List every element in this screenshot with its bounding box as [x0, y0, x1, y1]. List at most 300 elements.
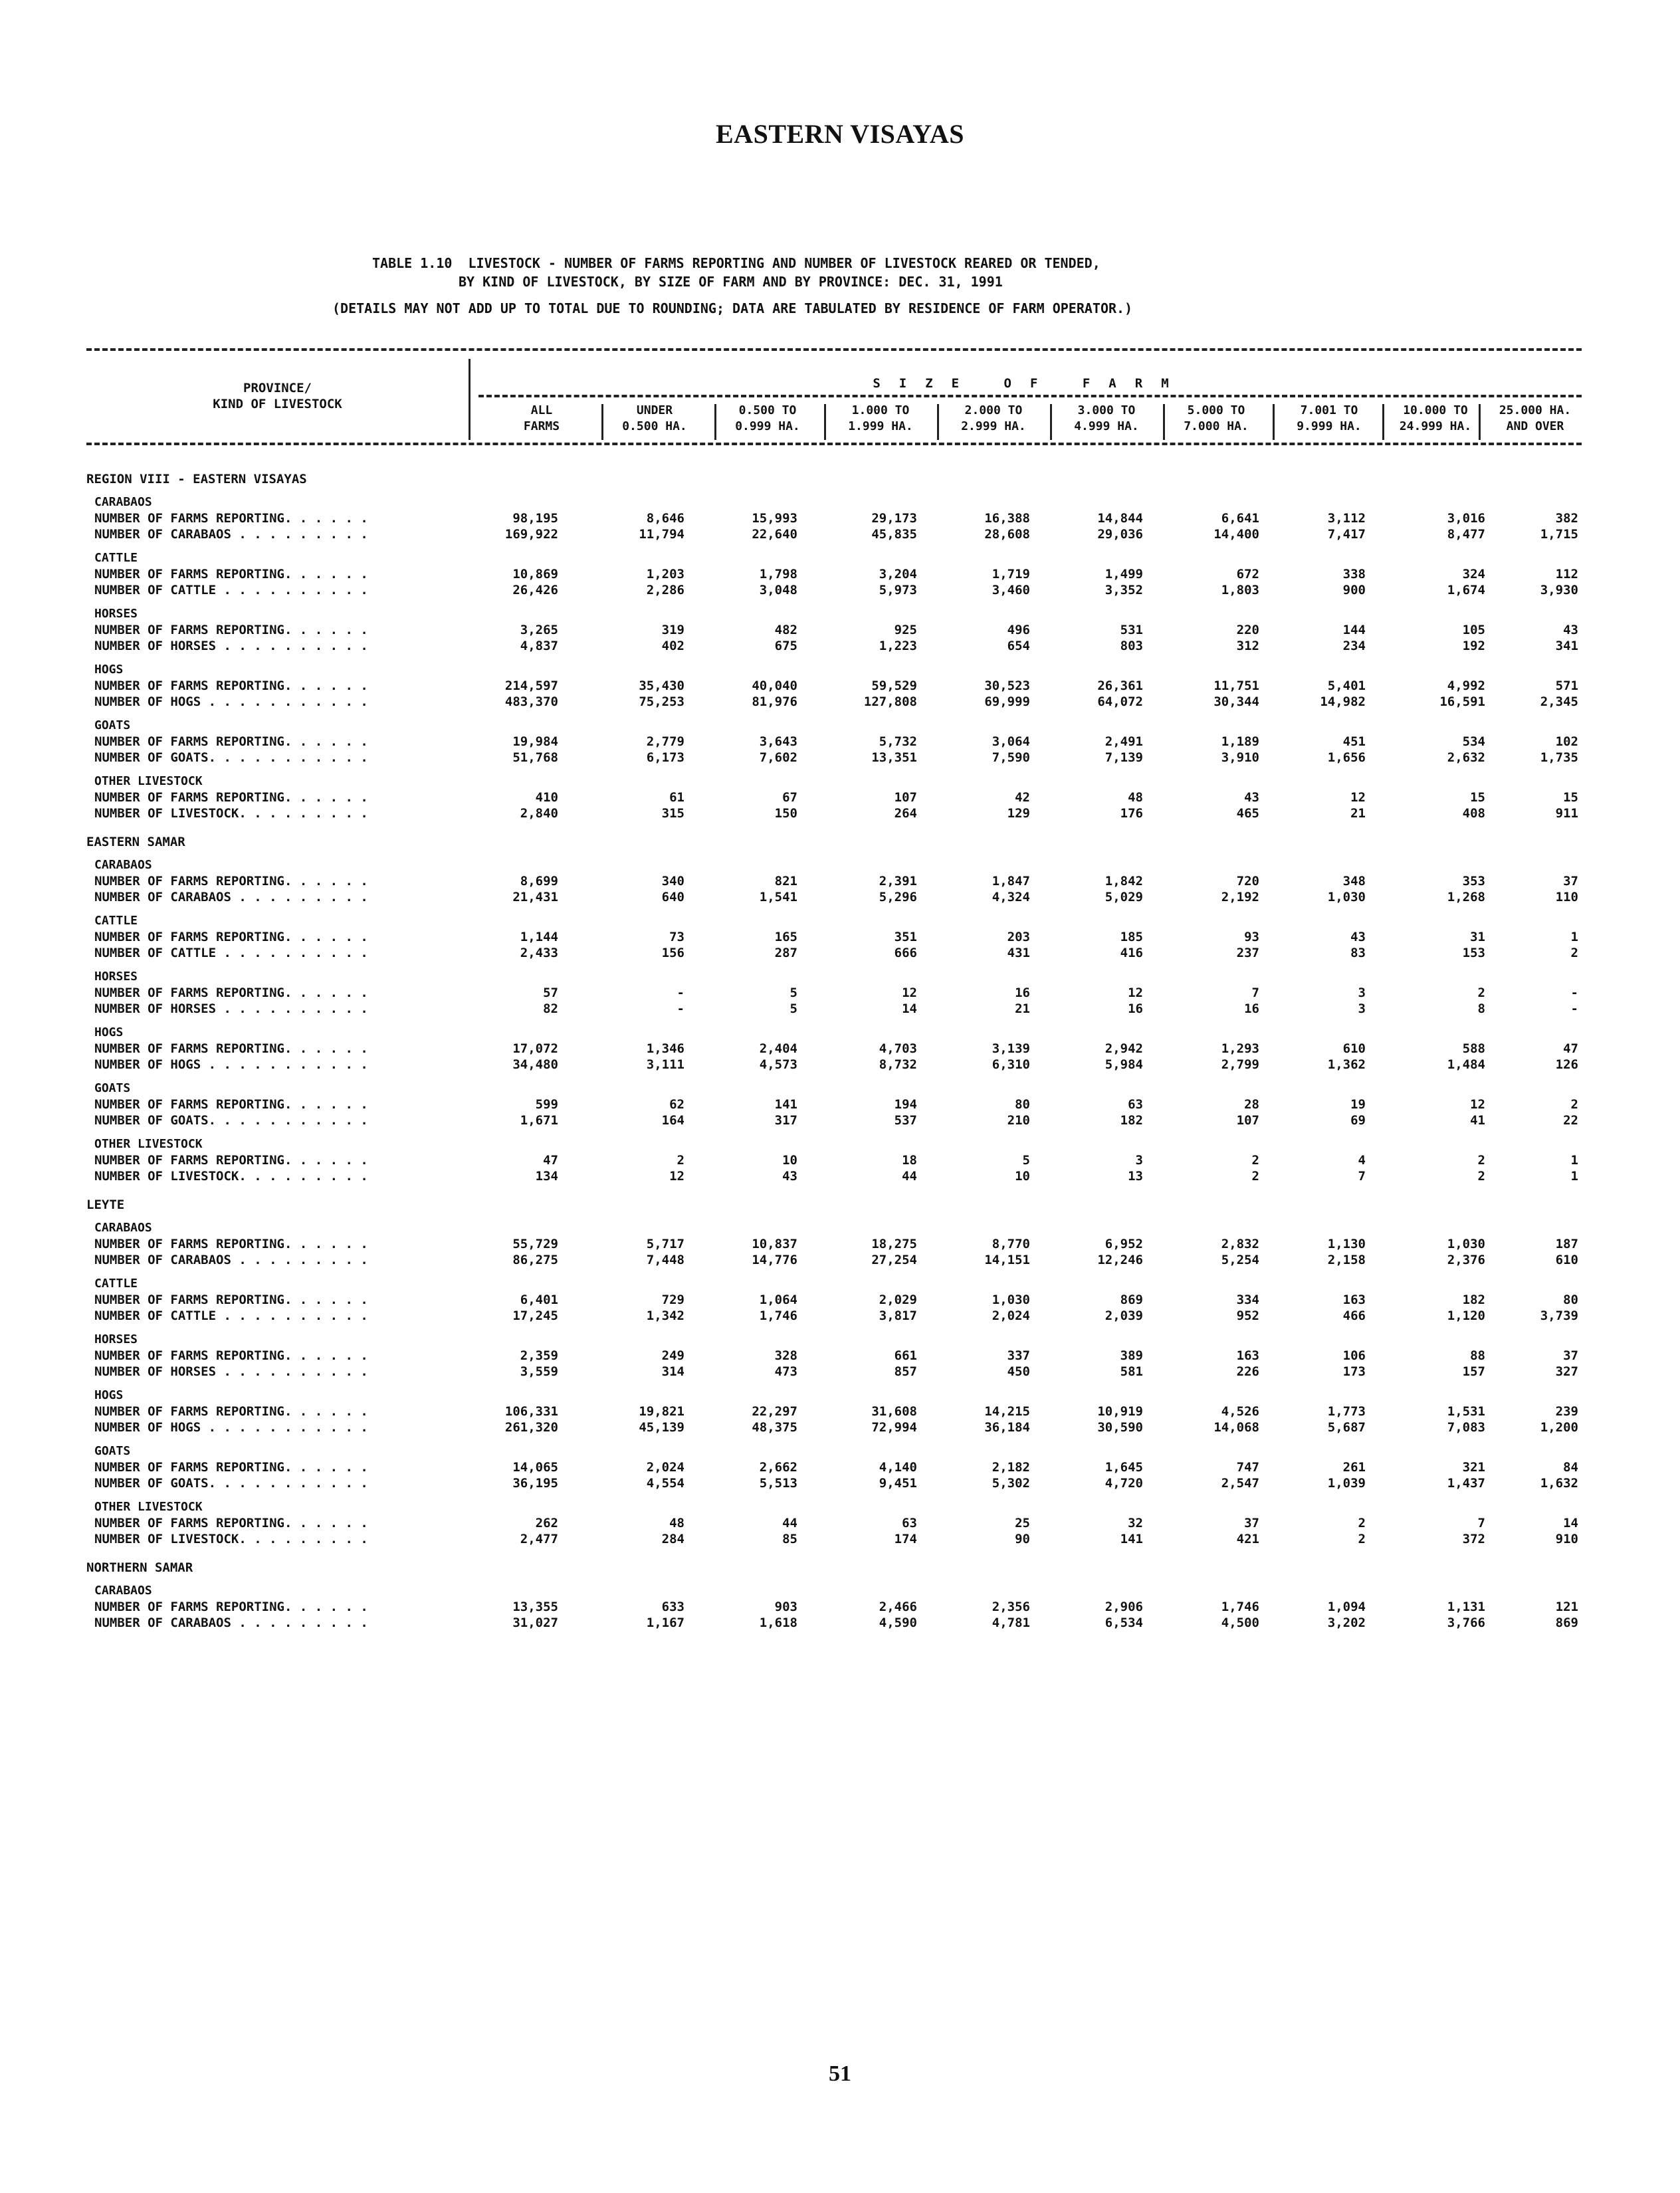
livestock-group [86, 661, 1582, 716]
column-header-line-2: 0.500 HA. [622, 419, 687, 433]
table-cell: 1,798 [759, 567, 797, 581]
table-cell: 372 [1462, 1532, 1485, 1546]
livestock-kind: OTHER LIVESTOCK [94, 1500, 203, 1514]
row-label: NUMBER OF FARMS REPORTING. . . . . . [94, 930, 368, 944]
table-cell: 7,417 [1327, 527, 1366, 542]
table-cell: 15,993 [752, 511, 797, 526]
table-cell: 43 [1244, 790, 1259, 805]
table-row [86, 1459, 1582, 1475]
table-cell: 127,808 [863, 694, 917, 709]
livestock-group [86, 1135, 1582, 1191]
table-cell: 11,751 [1213, 679, 1259, 693]
size-rule [478, 395, 1582, 397]
table-cell: 5 [789, 986, 797, 1000]
table-row [86, 945, 1582, 961]
column-header-line-2: 2.999 HA. [961, 419, 1026, 433]
table-cell: 1,719 [992, 567, 1030, 581]
table-row [86, 694, 1582, 710]
table-cell: 5 [789, 1001, 797, 1016]
table-cell: 1,484 [1447, 1057, 1485, 1072]
table-cell: 317 [774, 1113, 797, 1128]
livestock-group [86, 856, 1582, 912]
table-cell: 327 [1555, 1364, 1578, 1379]
table-cell: 2 [1477, 1153, 1485, 1168]
table-cell: 2 [1251, 1153, 1259, 1168]
table-cell: 86,275 [512, 1253, 558, 1267]
table-cell: 106,331 [504, 1404, 558, 1419]
table-cell: 194 [894, 1097, 917, 1112]
table-cell: 18,275 [871, 1237, 917, 1251]
column-divider [601, 404, 603, 440]
table-cell: 747 [1236, 1460, 1259, 1475]
table-cell: 44 [782, 1516, 797, 1530]
table-cell: 141 [774, 1097, 797, 1112]
row-label: NUMBER OF GOATS. . . . . . . . . . . [94, 1113, 368, 1128]
table-cell: 1,674 [1447, 583, 1485, 597]
table-cell: 249 [661, 1348, 684, 1363]
table-cell: 80 [1015, 1097, 1030, 1112]
table-cell: 640 [661, 890, 684, 904]
row-label: NUMBER OF HORSES . . . . . . . . . . [94, 639, 368, 653]
table-cell: 7,448 [646, 1253, 684, 1267]
table-cell: 1,064 [759, 1293, 797, 1307]
table-cell: 2,039 [1104, 1308, 1143, 1323]
table-cell: 2 [1477, 986, 1485, 1000]
table-cell: 869 [1555, 1616, 1578, 1630]
table-cell: 226 [1236, 1364, 1259, 1379]
table-cell: 141 [1120, 1532, 1143, 1546]
row-label: NUMBER OF HORSES . . . . . . . . . . [94, 1364, 368, 1379]
table-cell: 7,083 [1447, 1420, 1485, 1435]
column-header [827, 403, 934, 435]
row-label: NUMBER OF CARABAOS . . . . . . . . . [94, 1253, 368, 1267]
table-cell: 1,632 [1540, 1476, 1578, 1491]
table-cell: 431 [1007, 946, 1030, 960]
table-cell: 16 [1244, 1001, 1259, 1016]
table-cell: 1,618 [759, 1616, 797, 1630]
column-header-line-2: 24.999 HA. [1399, 419, 1472, 433]
table-cell: 4,500 [1221, 1616, 1259, 1630]
table-cell: 610 [1555, 1253, 1578, 1267]
table-cell: 30,344 [1213, 694, 1259, 709]
row-label: NUMBER OF FARMS REPORTING. . . . . . [94, 874, 368, 888]
table-cell: 1,293 [1221, 1041, 1259, 1056]
table-cell: 59,529 [871, 679, 917, 693]
livestock-group [86, 1023, 1582, 1079]
table-cell: 4,526 [1221, 1404, 1259, 1419]
table-cell: 2 [1358, 1532, 1366, 1546]
table-cell: 4,324 [992, 890, 1030, 904]
table-cell: 4,573 [759, 1057, 797, 1072]
table-cell: 334 [1236, 1293, 1259, 1307]
table-cell: 5,717 [646, 1237, 684, 1251]
table-row [86, 1404, 1582, 1419]
table-cell: 261,320 [504, 1420, 558, 1435]
table-cell: 1,030 [992, 1293, 1030, 1307]
table-cell: 1 [1570, 1153, 1578, 1168]
table-cell: 610 [1342, 1041, 1366, 1056]
table-row [86, 1292, 1582, 1308]
column-header-line-2: AND OVER [1506, 419, 1564, 433]
table-cell: 261 [1342, 1460, 1366, 1475]
row-label: NUMBER OF LIVESTOCK. . . . . . . . . [94, 1169, 368, 1184]
table-cell: 465 [1236, 806, 1259, 821]
table-cell: 319 [661, 623, 684, 637]
table-cell: 4,992 [1447, 679, 1485, 693]
table-cell: 2,466 [879, 1600, 917, 1614]
table-cell: 14,400 [1213, 527, 1259, 542]
table-row [86, 929, 1582, 945]
table-cell: 720 [1236, 874, 1259, 888]
table-cell: 3,817 [879, 1308, 917, 1323]
column-divider [1479, 404, 1481, 440]
table-cell: 5,302 [992, 1476, 1030, 1491]
table-cell: 3,643 [759, 734, 797, 749]
livestock-group [86, 549, 1582, 605]
table-row [86, 582, 1582, 598]
table-cell: 16 [1015, 986, 1030, 1000]
column-header-line-1: 10.000 TO [1403, 403, 1468, 417]
table-cell: 2,024 [992, 1308, 1030, 1323]
table-cell: 237 [1236, 946, 1259, 960]
table-row [86, 1252, 1582, 1268]
table-cell: 3,064 [992, 734, 1030, 749]
table-cell: 10,837 [752, 1237, 797, 1251]
table-cell: 15 [1563, 790, 1578, 805]
table-cell: 26,361 [1097, 679, 1143, 693]
table-cell: 36,184 [984, 1420, 1030, 1435]
row-label: NUMBER OF FARMS REPORTING. . . . . . [94, 1516, 368, 1530]
table-cell: 3,265 [520, 623, 558, 637]
table-cell: 328 [774, 1348, 797, 1363]
table-cell: 26,426 [512, 583, 558, 597]
table-cell: 2 [1477, 1169, 1485, 1184]
table-cell: 1,842 [1104, 874, 1143, 888]
table-row [86, 1599, 1582, 1615]
stub-header [86, 380, 469, 412]
row-label: NUMBER OF FARMS REPORTING. . . . . . [94, 1600, 368, 1614]
table-row [86, 805, 1582, 821]
table-cell: 4,590 [879, 1616, 917, 1630]
table-cell: 661 [894, 1348, 917, 1363]
table-cell: 102 [1555, 734, 1578, 749]
table-cell: 2,547 [1221, 1476, 1259, 1491]
table-cell: 4,720 [1104, 1476, 1143, 1491]
table-cell: 45,835 [871, 527, 917, 542]
table-cell: 80 [1563, 1293, 1578, 1307]
table-cell: 174 [894, 1532, 917, 1546]
column-header-line-1: ALL [530, 403, 553, 417]
table-note: (DETAILS MAY NOT ADD UP TO TOTAL DUE TO ROUNDING; DATA ARE TABULATED BY RESIDENCE OF FARM OPERATOR.) [332, 300, 1133, 316]
table-cell: 5,732 [879, 734, 917, 749]
table-cell: 12 [1350, 790, 1366, 805]
page-header: EASTERN VISAYAS [716, 119, 964, 149]
table-cell: 214,597 [504, 679, 558, 693]
table-cell: 402 [661, 639, 684, 653]
table-cell: 1,499 [1104, 567, 1143, 581]
table-cell: 17,072 [512, 1041, 558, 1056]
table-cell: 2,158 [1327, 1253, 1366, 1267]
table-cell: 3,016 [1447, 511, 1485, 526]
table-cell: 1,342 [646, 1308, 684, 1323]
table-cell: 451 [1342, 734, 1366, 749]
table-cell: 4,140 [879, 1460, 917, 1475]
table-cell: 8,699 [520, 874, 558, 888]
row-label: NUMBER OF FARMS REPORTING. . . . . . [94, 1404, 368, 1419]
table-cell: 654 [1007, 639, 1030, 653]
table-cell: 1,200 [1540, 1420, 1578, 1435]
table-cell: 1,746 [1221, 1600, 1259, 1614]
column-divider [1382, 404, 1384, 440]
table-cell: 63 [1128, 1097, 1143, 1112]
table-cell: 1,167 [646, 1616, 684, 1630]
table-cell: 3,559 [520, 1364, 558, 1379]
table-cell: 1,656 [1327, 750, 1366, 765]
table-cell: 12 [902, 986, 917, 1000]
table-cell: 15 [1470, 790, 1485, 805]
table-cell: 4,781 [992, 1616, 1030, 1630]
table-cell: 110 [1555, 890, 1578, 904]
table-cell: 84 [1563, 1460, 1578, 1475]
table-cell: 1,130 [1327, 1237, 1366, 1251]
column-header-line-1: 3.000 TO [1077, 403, 1136, 417]
table-cell: 14,844 [1097, 511, 1143, 526]
table-cell: 952 [1236, 1308, 1259, 1323]
livestock-table [86, 465, 1582, 1637]
table-cell: 14 [902, 1001, 917, 1016]
column-header [714, 403, 821, 435]
table-cell: 3 [1358, 1001, 1366, 1016]
table-cell: 2,632 [1447, 750, 1485, 765]
table-cell: - [1570, 986, 1578, 1000]
table-row [86, 1419, 1582, 1435]
column-divider [714, 404, 716, 440]
table-cell: 14,982 [1320, 694, 1366, 709]
table-cell: 22 [1563, 1113, 1578, 1128]
column-header-line-1: 5.000 TO [1187, 403, 1245, 417]
table-cell: 900 [1342, 583, 1366, 597]
page-number: 51 [829, 2061, 851, 2086]
table-row [86, 1348, 1582, 1364]
top-rule [86, 348, 1582, 351]
table-cell: 6,534 [1104, 1616, 1143, 1630]
livestock-kind: CATTLE [94, 1277, 138, 1291]
table-cell: 2,391 [879, 874, 917, 888]
table-cell: 6,173 [646, 750, 684, 765]
title-line-2: BY KIND OF LIVESTOCK, BY SIZE OF FARM AND BY PROVINCE: DEC. 31, 1991 [459, 274, 1003, 290]
table-cell: 911 [1555, 806, 1578, 821]
table-cell: 34,480 [512, 1057, 558, 1072]
row-label: NUMBER OF FARMS REPORTING. . . . . . [94, 1097, 368, 1112]
livestock-kind: HOGS [94, 663, 124, 677]
table-cell: 43 [1563, 623, 1578, 637]
table-cell: 14,215 [984, 1404, 1030, 1419]
table-cell: 5,296 [879, 890, 917, 904]
table-cell: 48 [669, 1516, 684, 1530]
table-cell: 2,024 [646, 1460, 684, 1475]
table-cell: 416 [1120, 946, 1143, 960]
table-cell: 1,735 [1540, 750, 1578, 765]
table-cell: 173 [1342, 1364, 1366, 1379]
table-cell: 19 [1350, 1097, 1366, 1112]
table-row [86, 1615, 1582, 1631]
table-cell: 163 [1236, 1348, 1259, 1363]
table-cell: 1,346 [646, 1041, 684, 1056]
table-cell: 7,602 [759, 750, 797, 765]
table-cell: 90 [1015, 1532, 1030, 1546]
table-cell: 821 [774, 874, 797, 888]
table-cell: 351 [894, 930, 917, 944]
table-cell: 2,799 [1221, 1057, 1259, 1072]
table-cell: - [677, 1001, 684, 1016]
row-label: NUMBER OF CARABAOS . . . . . . . . . [94, 1616, 368, 1630]
table-cell: 176 [1120, 806, 1143, 821]
table-row [86, 1096, 1582, 1112]
table-cell: 2,359 [520, 1348, 558, 1363]
table-cell: 382 [1555, 511, 1578, 526]
table-cell: 5,254 [1221, 1253, 1259, 1267]
column-header-line-2: 0.999 HA. [735, 419, 800, 433]
column-divider [937, 404, 939, 440]
table-cell: 1,671 [520, 1113, 558, 1128]
table-row [86, 1152, 1582, 1168]
row-label: NUMBER OF CARABAOS . . . . . . . . . [94, 890, 368, 904]
table-cell: 3,352 [1104, 583, 1143, 597]
table-cell: 156 [661, 946, 684, 960]
table-cell: 2 [1358, 1516, 1366, 1530]
table-cell: 12 [1470, 1097, 1485, 1112]
column-header-line-1: UNDER [636, 403, 673, 417]
table-cell: 353 [1462, 874, 1485, 888]
table-cell: 1,847 [992, 874, 1030, 888]
table-cell: 13,355 [512, 1600, 558, 1614]
table-cell: 729 [661, 1293, 684, 1307]
table-cell: 8,732 [879, 1057, 917, 1072]
table-cell: 2,404 [759, 1041, 797, 1056]
table-cell: 588 [1462, 1041, 1485, 1056]
table-row [86, 526, 1582, 542]
table-cell: 61 [669, 790, 684, 805]
table-cell: 324 [1462, 567, 1485, 581]
table-cell: 31 [1470, 930, 1485, 944]
table-cell: 44 [902, 1169, 917, 1184]
table-cell: 2 [1570, 1097, 1578, 1112]
table-cell: 3,910 [1221, 750, 1259, 765]
column-header [488, 403, 595, 435]
table-cell: 3,930 [1540, 583, 1578, 597]
table-cell: 910 [1555, 1532, 1578, 1546]
column-header [601, 403, 708, 435]
livestock-kind: OTHER LIVESTOCK [94, 774, 203, 788]
row-label: NUMBER OF FARMS REPORTING. . . . . . [94, 623, 368, 637]
table-cell: 6,401 [520, 1293, 558, 1307]
table-cell: 287 [774, 946, 797, 960]
table-cell: 1,094 [1327, 1600, 1366, 1614]
table-cell: 121 [1555, 1600, 1578, 1614]
table-cell: 8,477 [1447, 527, 1485, 542]
table-cell: 4,837 [520, 639, 558, 653]
livestock-group [86, 1330, 1582, 1386]
table-cell: 321 [1462, 1460, 1485, 1475]
table-row [86, 1236, 1582, 1252]
table-cell: 28,608 [984, 527, 1030, 542]
table-cell: 107 [1236, 1113, 1259, 1128]
table-cell: 144 [1342, 623, 1366, 637]
table-row [86, 1168, 1582, 1184]
table-cell: 164 [661, 1113, 684, 1128]
row-label: NUMBER OF CARABAOS . . . . . . . . . [94, 527, 368, 542]
table-cell: 28 [1244, 1097, 1259, 1112]
table-cell: 7,590 [992, 750, 1030, 765]
table-cell: 341 [1555, 639, 1578, 653]
table-cell: 2,779 [646, 734, 684, 749]
table-cell: 5 [1022, 1153, 1030, 1168]
table-cell: 2,433 [520, 946, 558, 960]
table-cell: - [1570, 1001, 1578, 1016]
table-cell: 11,794 [639, 527, 684, 542]
size-of-farm-label: SIZE OF FARM [873, 376, 1188, 391]
table-cell: 314 [661, 1364, 684, 1379]
table-cell: 264 [894, 806, 917, 821]
table-cell: 106 [1342, 1348, 1366, 1363]
table-cell: 1,144 [520, 930, 558, 944]
table-cell: 48 [1128, 790, 1143, 805]
table-cell: 12 [669, 1169, 684, 1184]
table-cell: 43 [782, 1169, 797, 1184]
table-cell: 72,994 [871, 1420, 917, 1435]
table-cell: 2,477 [520, 1532, 558, 1546]
table-cell: 1,039 [1327, 1476, 1366, 1491]
table-cell: 599 [535, 1097, 558, 1112]
table-cell: 35,430 [639, 679, 684, 693]
table-cell: 3,111 [646, 1057, 684, 1072]
table-cell: 2,029 [879, 1293, 917, 1307]
table-cell: 37 [1563, 874, 1578, 888]
table-cell: 1,362 [1327, 1057, 1366, 1072]
row-label: NUMBER OF HOGS . . . . . . . . . . . [94, 1057, 368, 1072]
title-line-1: TABLE 1.10 LIVESTOCK - NUMBER OF FARMS REPORTING AND NUMBER OF LIVESTOCK REARED OR TENDED, [372, 255, 1101, 271]
table-cell: 338 [1342, 567, 1366, 581]
table-cell: 2,491 [1104, 734, 1143, 749]
table-cell: 192 [1462, 639, 1485, 653]
table-cell: 450 [1007, 1364, 1030, 1379]
table-cell: 483,370 [504, 694, 558, 709]
table-cell: - [677, 986, 684, 1000]
table-cell: 210 [1007, 1113, 1030, 1128]
table-cell: 340 [661, 874, 684, 888]
table-cell: 1,645 [1104, 1460, 1143, 1475]
table-row [86, 638, 1582, 654]
table-cell: 315 [661, 806, 684, 821]
table-cell: 3,204 [879, 567, 917, 581]
column-header-line-2: 9.999 HA. [1297, 419, 1362, 433]
table-cell: 1,030 [1327, 890, 1366, 904]
table-cell: 13,351 [871, 750, 917, 765]
table-cell: 2,182 [992, 1460, 1030, 1475]
row-label: NUMBER OF GOATS. . . . . . . . . . . [94, 750, 368, 765]
livestock-kind: CARABAOS [94, 858, 152, 872]
column-header-line-2: 1.999 HA. [848, 419, 913, 433]
table-cell: 47 [1563, 1041, 1578, 1056]
table-cell: 47 [543, 1153, 558, 1168]
table-cell: 531 [1120, 623, 1143, 637]
table-cell: 85 [782, 1532, 797, 1546]
row-label: NUMBER OF CATTLE . . . . . . . . . . [94, 1308, 368, 1323]
table-cell: 3,766 [1447, 1616, 1485, 1630]
column-header-line-2: FARMS [523, 419, 560, 433]
row-label: NUMBER OF FARMS REPORTING. . . . . . [94, 567, 368, 581]
row-label: NUMBER OF FARMS REPORTING. . . . . . [94, 679, 368, 693]
